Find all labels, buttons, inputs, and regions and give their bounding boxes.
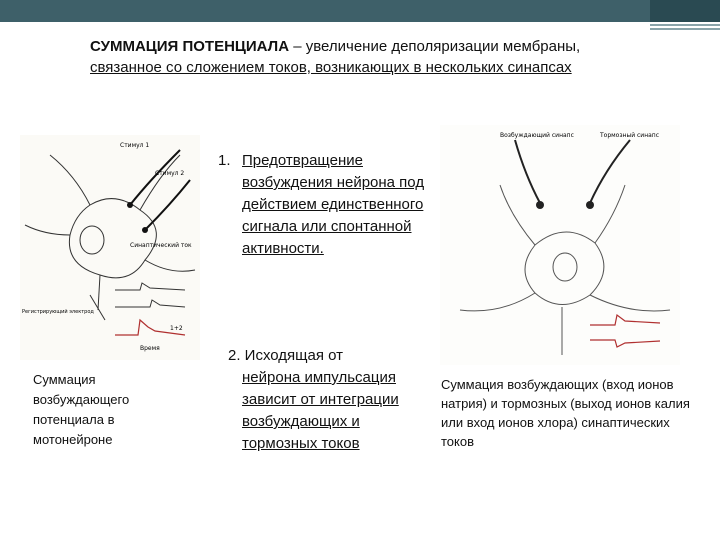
label-current: Синаптический ток (130, 242, 192, 249)
title-plain: – увеличение деполяризации мембраны, (289, 38, 581, 55)
label-excitatory: Возбуждающий синапс (500, 132, 574, 139)
synapse-1 (127, 202, 133, 208)
slide-title (90, 36, 610, 78)
top-bar-accent (650, 0, 720, 22)
label-stim1: Стимул 1 (120, 142, 150, 149)
label-inhibitory: Тормозный синапс (600, 132, 660, 139)
label-time: Время (140, 345, 160, 352)
top-bar (0, 0, 720, 22)
caption-left: Суммация возбуждающего потенциала в мотонейроне (33, 372, 130, 447)
list-item-1-text: Предотвращение возбуждения нейрона под действием единственного сигнала или спонтанной активности. (242, 152, 425, 257)
synapse-2 (142, 227, 148, 233)
inhibitory-synapse (586, 201, 594, 209)
label-stim2: Стимул 2 (155, 170, 185, 177)
label-sum: 1+2 (170, 325, 183, 332)
list-item-1-number: 1. (218, 152, 231, 169)
excitatory-synapse (536, 201, 544, 209)
list-item-2-text: нейрона импульсация зависит от интеграции возбуждающих и тормозных токов (242, 369, 399, 452)
label-recording: Регистрирующий электрод (22, 309, 94, 315)
motoneuron-diagram (20, 135, 200, 360)
synapse-integration-diagram (440, 125, 680, 365)
title-bold: СУММАЦИЯ ПОТЕНЦИАЛА (90, 38, 290, 55)
list-item-2-prefix: 2. Исходящая от (228, 347, 344, 364)
caption-right: Суммация возбуждающих (вход ионов натрия) и тормозных (выход ионов калия или вход ионов хлора) синаптических токов (441, 377, 690, 449)
figure-background (440, 125, 680, 365)
list-item-1 (218, 150, 433, 260)
title-underlined: связанное со сложением токов, возникающих в нескольких синапсах (90, 59, 572, 76)
list-item-2 (228, 345, 438, 455)
top-bar-lines (650, 24, 720, 32)
